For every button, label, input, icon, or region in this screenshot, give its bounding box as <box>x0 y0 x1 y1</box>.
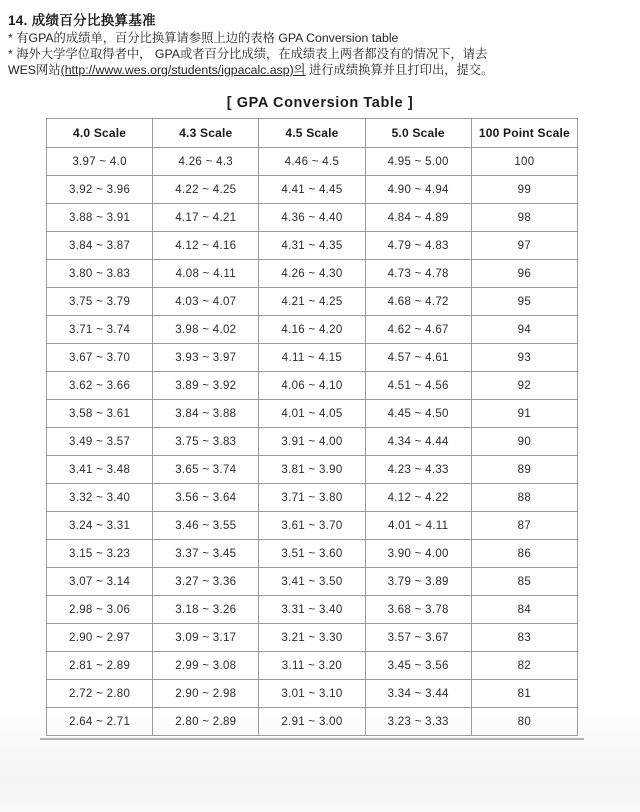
table-row <box>47 652 578 680</box>
table-row <box>47 148 578 176</box>
table-cell: 4.01 ~ 4.11 <box>365 512 471 540</box>
table-cell: 3.88 ~ 3.91 <box>47 204 153 232</box>
table-row <box>47 484 578 512</box>
document-page <box>0 9 640 812</box>
table-cell: 87 <box>471 512 577 540</box>
table-cell: 4.03 ~ 4.07 <box>153 288 259 316</box>
table-cell: 4.57 ~ 4.61 <box>365 344 471 372</box>
table-cell: 3.56 ~ 3.64 <box>153 484 259 512</box>
table-cell: 3.65 ~ 3.74 <box>153 456 259 484</box>
table-row <box>47 232 578 260</box>
table-row <box>47 260 578 288</box>
table-cell: 3.01 ~ 3.10 <box>259 680 365 708</box>
table-cell: 3.37 ~ 3.45 <box>153 540 259 568</box>
table-cell: 94 <box>471 316 577 344</box>
table-cell: 82 <box>471 652 577 680</box>
table-cell: 3.31 ~ 3.40 <box>259 596 365 624</box>
table-cell: 3.79 ~ 3.89 <box>365 568 471 596</box>
table-cell: 4.95 ~ 5.00 <box>365 148 471 176</box>
table-cell: 3.97 ~ 4.0 <box>47 148 153 176</box>
table-cell: 2.72 ~ 2.80 <box>47 680 153 708</box>
table-cell: 89 <box>471 456 577 484</box>
note-line-overseas-degree: * 海外大学学位取得者中， GPA或者百分比成绩，在成绩表上两者都没有的情况下，请去 <box>8 47 488 61</box>
table-cell: 3.62 ~ 3.66 <box>47 372 153 400</box>
table-cell: 3.98 ~ 4.02 <box>153 316 259 344</box>
table-cell: 4.31 ~ 4.35 <box>259 232 365 260</box>
table-cell: 4.12 ~ 4.16 <box>153 232 259 260</box>
table-cell: 3.91 ~ 4.00 <box>259 428 365 456</box>
wes-site-label: WES网站 <box>8 63 61 77</box>
table-cell: 3.58 ~ 3.61 <box>47 400 153 428</box>
table-row <box>47 176 578 204</box>
table-row <box>47 512 578 540</box>
table-row <box>47 624 578 652</box>
table-bottom-rule <box>40 738 584 740</box>
table-cell: 2.99 ~ 3.08 <box>153 652 259 680</box>
table-cell: 99 <box>471 176 577 204</box>
table-cell: 3.09 ~ 3.17 <box>153 624 259 652</box>
column-header-3: 5.0 Scale <box>365 119 471 148</box>
column-header-4: 100 Point Scale <box>471 119 577 148</box>
table-cell: 4.34 ~ 4.44 <box>365 428 471 456</box>
table-cell: 3.80 ~ 3.83 <box>47 260 153 288</box>
table-cell: 3.81 ~ 3.90 <box>259 456 365 484</box>
table-cell: 4.01 ~ 4.05 <box>259 400 365 428</box>
table-cell: 3.41 ~ 3.50 <box>259 568 365 596</box>
table-body <box>47 148 578 736</box>
gpa-conversion-table <box>46 118 578 736</box>
table-cell: 3.45 ~ 3.56 <box>365 652 471 680</box>
table-cell: 4.21 ~ 4.25 <box>259 288 365 316</box>
table-cell: 2.64 ~ 2.71 <box>47 708 153 736</box>
table-cell: 2.91 ~ 3.00 <box>259 708 365 736</box>
section-heading: 14. 成绩百分比换算基准 <box>8 13 156 28</box>
table-cell: 3.57 ~ 3.67 <box>365 624 471 652</box>
table-cell: 3.71 ~ 3.80 <box>259 484 365 512</box>
table-cell: 3.27 ~ 3.36 <box>153 568 259 596</box>
table-cell: 4.26 ~ 4.30 <box>259 260 365 288</box>
table-cell: 3.75 ~ 3.79 <box>47 288 153 316</box>
table-row <box>47 456 578 484</box>
table-cell: 3.41 ~ 3.48 <box>47 456 153 484</box>
table-cell: 83 <box>471 624 577 652</box>
table-cell: 3.84 ~ 3.88 <box>153 400 259 428</box>
table-cell: 2.90 ~ 2.98 <box>153 680 259 708</box>
table-cell: 85 <box>471 568 577 596</box>
table-cell: 4.26 ~ 4.3 <box>153 148 259 176</box>
table-cell: 4.68 ~ 4.72 <box>365 288 471 316</box>
table-cell: 4.17 ~ 4.21 <box>153 204 259 232</box>
table-cell: 4.46 ~ 4.5 <box>259 148 365 176</box>
table-cell: 3.61 ~ 3.70 <box>259 512 365 540</box>
table-header-row <box>47 119 578 148</box>
table-cell: 4.23 ~ 4.33 <box>365 456 471 484</box>
table-cell: 90 <box>471 428 577 456</box>
table-cell: 3.46 ~ 3.55 <box>153 512 259 540</box>
table-row <box>47 596 578 624</box>
table-cell: 3.23 ~ 3.33 <box>365 708 471 736</box>
table-cell: 80 <box>471 708 577 736</box>
table-cell: 3.21 ~ 3.30 <box>259 624 365 652</box>
note-line-wes <box>8 62 640 78</box>
table-cell: 2.81 ~ 2.89 <box>47 652 153 680</box>
table-cell: 3.68 ~ 3.78 <box>365 596 471 624</box>
table-row <box>47 680 578 708</box>
table-cell: 3.89 ~ 3.92 <box>153 372 259 400</box>
wes-url-link[interactable]: (http://www.wes.org/students/igpacalc.asp)의 <box>60 63 306 77</box>
table-cell: 2.80 ~ 2.89 <box>153 708 259 736</box>
table-cell: 3.32 ~ 3.40 <box>47 484 153 512</box>
table-cell: 4.11 ~ 4.15 <box>259 344 365 372</box>
table-row <box>47 428 578 456</box>
table-row <box>47 372 578 400</box>
table-row <box>47 400 578 428</box>
table-cell: 93 <box>471 344 577 372</box>
table-cell: 3.34 ~ 3.44 <box>365 680 471 708</box>
table-cell: 81 <box>471 680 577 708</box>
table-cell: 3.90 ~ 4.00 <box>365 540 471 568</box>
note-line-wes-suffix: 进行成绩换算并且打印出，提交。 <box>305 63 494 77</box>
table-cell: 4.22 ~ 4.25 <box>153 176 259 204</box>
table-cell: 3.07 ~ 3.14 <box>47 568 153 596</box>
column-header-0: 4.0 Scale <box>47 119 153 148</box>
table-cell: 86 <box>471 540 577 568</box>
table-row <box>47 316 578 344</box>
table-cell: 88 <box>471 484 577 512</box>
table-row <box>47 344 578 372</box>
note-line-gpa-transcript: * 有GPA的成绩单，百分比换算请参照上边的表格 GPA Conversion table <box>8 31 399 45</box>
table-cell: 3.75 ~ 3.83 <box>153 428 259 456</box>
table-cell: 2.90 ~ 2.97 <box>47 624 153 652</box>
table-row <box>47 568 578 596</box>
table-cell: 4.51 ~ 4.56 <box>365 372 471 400</box>
table-cell: 95 <box>471 288 577 316</box>
table-cell: 3.84 ~ 3.87 <box>47 232 153 260</box>
table-cell: 4.62 ~ 4.67 <box>365 316 471 344</box>
table-cell: 4.79 ~ 4.83 <box>365 232 471 260</box>
table-cell: 4.06 ~ 4.10 <box>259 372 365 400</box>
table-cell: 4.84 ~ 4.89 <box>365 204 471 232</box>
table-title: [ GPA Conversion Table ] <box>226 95 414 111</box>
table-cell: 96 <box>471 260 577 288</box>
table-cell: 4.16 ~ 4.20 <box>259 316 365 344</box>
table-cell: 3.49 ~ 3.57 <box>47 428 153 456</box>
table-cell: 91 <box>471 400 577 428</box>
table-cell: 3.71 ~ 3.74 <box>47 316 153 344</box>
table-cell: 4.41 ~ 4.45 <box>259 176 365 204</box>
table-cell: 3.93 ~ 3.97 <box>153 344 259 372</box>
table-cell: 3.18 ~ 3.26 <box>153 596 259 624</box>
table-cell: 4.08 ~ 4.11 <box>153 260 259 288</box>
table-row <box>47 708 578 736</box>
table-cell: 4.90 ~ 4.94 <box>365 176 471 204</box>
table-cell: 3.67 ~ 3.70 <box>47 344 153 372</box>
table-cell: 98 <box>471 204 577 232</box>
table-cell: 3.11 ~ 3.20 <box>259 652 365 680</box>
table-cell: 2.98 ~ 3.06 <box>47 596 153 624</box>
table-row <box>47 288 578 316</box>
table-cell: 3.24 ~ 3.31 <box>47 512 153 540</box>
table-cell: 4.12 ~ 4.22 <box>365 484 471 512</box>
column-header-1: 4.3 Scale <box>153 119 259 148</box>
table-cell: 84 <box>471 596 577 624</box>
table-row <box>47 204 578 232</box>
table-cell: 3.92 ~ 3.96 <box>47 176 153 204</box>
table-cell: 4.45 ~ 4.50 <box>365 400 471 428</box>
table-cell: 97 <box>471 232 577 260</box>
table-cell: 92 <box>471 372 577 400</box>
table-cell: 4.73 ~ 4.78 <box>365 260 471 288</box>
table-cell: 100 <box>471 148 577 176</box>
table-cell: 3.51 ~ 3.60 <box>259 540 365 568</box>
table-cell: 3.15 ~ 3.23 <box>47 540 153 568</box>
table-cell: 4.36 ~ 4.40 <box>259 204 365 232</box>
table-row <box>47 540 578 568</box>
column-header-2: 4.5 Scale <box>259 119 365 148</box>
